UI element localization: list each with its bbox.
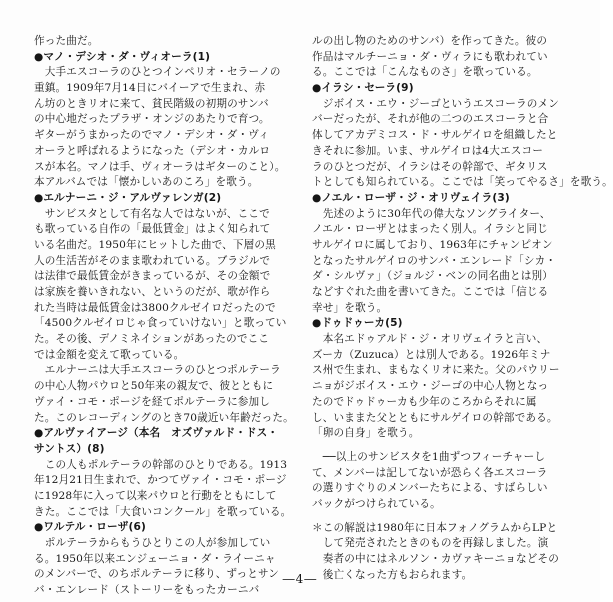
- body-text-line: は法律で最低賃金がきまっているが、その金額で: [34, 270, 271, 283]
- body-text-line: る。ここでは「こんなものさ」を歌っている。: [312, 66, 538, 79]
- body-text-line: ポルテーラからもうひとりこの人が参加してい: [34, 537, 271, 549]
- body-text-line: も歌っている自作の「最低賃金」はよく知られて: [34, 223, 271, 236]
- body-text-line: などすぐれた曲を書いてきた。ここでは「信じる: [312, 286, 549, 298]
- body-text-line: 大手エスコーラのひとつインペリオ・セラーノの: [34, 66, 281, 79]
- right-text-column: [312, 34, 613, 583]
- body-text-line: オーラと呼ばれるようになった（デシオ・カルロ: [34, 144, 271, 157]
- body-text-line: の中心地だったプラザ・オンジのあたりで育つ。: [34, 113, 270, 126]
- artist-heading: ●アルヴァイアージ（本名 オズヴァルド・ドス・: [34, 427, 279, 440]
- body-text-line: ん坊のときリオに来て、貧民階級の初期のサンバ: [34, 97, 269, 110]
- body-text-line: きそれに参加。いま、サルゲイロは4大エスコー: [312, 144, 544, 157]
- body-text-line: サルゲイロに属しており、1963年にチャンピオン: [312, 238, 553, 251]
- body-text-line: 本アルバムでは「懐かしいあのころ」を歌う。: [34, 176, 259, 189]
- body-text-line: た。このレコーディングのとき70歳近い年齢だった。: [34, 411, 294, 424]
- body-text-line: ラのひとつだが、イラシはその幹部で、ギタリス: [312, 160, 548, 173]
- body-text-line: 奏者の中にはネルソン・カヴァキーニョなどその: [312, 553, 559, 565]
- body-text-line: 幸せ」を歌う。: [312, 301, 388, 314]
- paragraph-gap: [312, 442, 574, 450]
- artist-heading: サントス）(8): [34, 442, 105, 455]
- body-text-line: 体してアカデミコス・ド・サルゲイロを組織したと: [312, 129, 558, 142]
- body-text-line: ス州で生まれ、まもなくリオに来た。父のパウリー: [312, 364, 560, 377]
- body-text-line: 人の生活苦がそのまま歌われている。ブラジルで: [34, 254, 271, 267]
- body-text-line: トとしても知られている。ここでは「笑ってやるさ」を歌う。: [312, 176, 613, 189]
- body-text-line: ギターがうまかったのでマノ・デシオ・ダ・ヴィ: [34, 129, 270, 142]
- artist-heading: ●マノ・デシオ・ダ・ヴィオーラ(1): [34, 50, 211, 63]
- body-text-line: に1928年に入って以来パウロと行動をともにして: [34, 489, 277, 502]
- body-text-line: ニョがジボイス・エウ・ジーゴの中心人物となっ: [312, 380, 549, 393]
- body-text-line: この人もポルテーラの幹部のひとりである。1913: [34, 458, 288, 471]
- body-text-line: では金額を変えて歌っている。: [34, 348, 185, 361]
- body-text-line: となったサルゲイロのサンバ・エンレード「シカ・: [312, 254, 557, 267]
- artist-heading: ●エルナーニ・ジ・アルヴァレンガ(2): [34, 191, 222, 204]
- body-text-line: バックがつけられている。: [312, 497, 441, 510]
- body-text-line: 重鎮。1909年7月14日にバイーアで生まれ、赤: [34, 82, 266, 95]
- artist-heading: ●ドゥドゥーカ(5): [312, 317, 403, 330]
- body-text-line: ヴァイ・コモ・ポージを経てポルテーラに参加し: [34, 395, 271, 408]
- body-text-line: れた当時は最低賃金は3800クルゼイロだったので: [34, 301, 276, 314]
- body-text-line: の中心人物パウロと50年来の親友で、彼とともに: [34, 380, 274, 393]
- body-text-line: サンビスタとして有名な人ではないが、ここで: [34, 207, 270, 220]
- body-text-line: の選りすぐりのメンバーたちによる、すばらしい: [312, 482, 548, 495]
- body-text-line: ダ・シルヴァ」（ジョルジ・ベンの同名曲とは別）: [312, 270, 553, 283]
- body-text-line: 先述のように30年代の偉大なソングライター、: [312, 207, 551, 220]
- body-text-line: のメンバーで、のちポルテーラに移り、ずっとサン: [34, 568, 279, 581]
- artist-heading: ●ワルテル・ローザ(6): [34, 521, 146, 534]
- body-text-line: ズーカ（Zuzuca）とは別人である。1926年ミナ: [312, 348, 551, 361]
- body-text-line: 「4500クルゼイロじゃ食っていけない」と歌ってい: [34, 317, 287, 330]
- body-text-line: きた。ここでは「大食いコンクール」を歌っている。: [34, 505, 292, 518]
- body-text-line: スが本名。マノは手、ヴィオーラはギターのこと）。: [34, 160, 286, 173]
- body-text-line: ──以上のサンビスタを1曲ずつフィーチャーし: [312, 450, 546, 463]
- body-text-line: 作品はマルチーニョ・ダ・ヴィラにも歌われてい: [312, 50, 548, 63]
- body-text-line: して発売されたときのものを再録しました。演: [312, 537, 549, 550]
- left-text-column: [34, 34, 300, 599]
- body-text-line: エルナーニは大手エスコーラのひとつポルテーラ: [34, 364, 281, 377]
- body-text-line: て、メンバーは記してないが恐らく各エスコーラ: [312, 466, 548, 479]
- body-text-line: いる名曲だ。1950年にヒットした曲で、下層の黒: [34, 238, 276, 251]
- body-text-line: し、いままた父とともにサルゲイロの幹部である。: [312, 411, 558, 424]
- body-text-line: 「卵の自身」を歌う。: [312, 427, 420, 440]
- body-text-line: る。1950年以来エンジェーニョ・ダ・ライーニャ: [34, 552, 276, 565]
- body-text-line: たのでドゥドゥーカも少年のころからそれに属: [312, 395, 537, 408]
- artist-heading: ●ノエル・ローザ・ジ・オリヴェイラ(3): [312, 191, 510, 204]
- paragraph-gap: [312, 513, 574, 521]
- body-text-line: バーだったが、それが他の二つのエスコーラと合: [312, 113, 549, 126]
- body-text-line: ＊この解説は1980年に日本フォノグラムからLPと: [312, 521, 558, 534]
- body-text-line: ルの出し物のためのサンバ）を作ってきた。彼の: [312, 35, 548, 47]
- page-number: ―4―: [282, 572, 318, 586]
- body-text-line: 後亡くなった方もおられます。: [312, 568, 473, 581]
- body-text-line: ジボイス・エウ・ジーゴというエスコーラのメン: [312, 97, 559, 110]
- body-text-line: ノエル・ローザとはまったく別人。イラシと同じ: [312, 223, 548, 236]
- body-text-line: バ・エンレード（ストーリーをもったカーニバ: [34, 584, 260, 597]
- body-text-line: た。その後、デノミネイションがあったのでここ: [34, 333, 270, 346]
- artist-heading: ●イラシ・セーラ(9): [312, 82, 414, 95]
- body-text-line: 年12月21日生まれで、かつてヴァイ・コモ・ポージ: [34, 474, 287, 487]
- body-text-line: は家族を養いきれない、というのだが、歌が作ら: [34, 286, 271, 298]
- body-text-line: 作った曲だ。: [34, 35, 99, 47]
- body-text-line: 本名エドゥアルド・ジ・オリヴェイラと言い、: [312, 333, 548, 346]
